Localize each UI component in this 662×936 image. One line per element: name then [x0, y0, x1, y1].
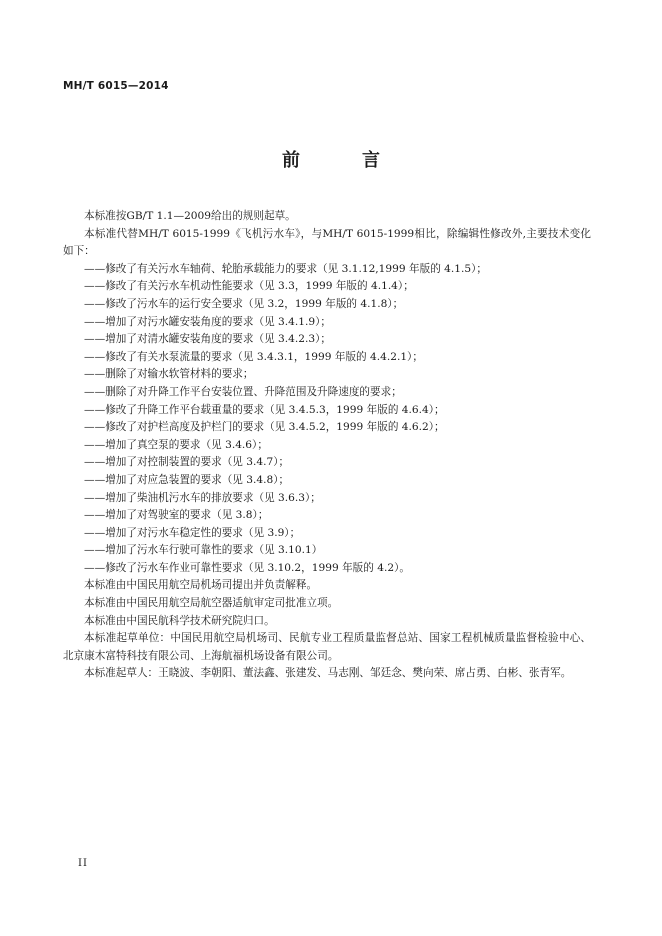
- list-item: ——修改了有关水泵流量的要求（见 3.4.3.1，1999 年版的 4.4.2.1）；: [84, 350, 423, 363]
- list-item: ——增加了柴油机污水车的排放要求（见 3.6.3）；: [84, 491, 321, 504]
- list-item: ——增加了真空泵的要求（见 3.4.6）；: [84, 438, 268, 451]
- list-item: ——增加了对控制装置的要求（见 3.4.7）；: [84, 456, 290, 469]
- list-item: ——增加了对污水车稳定性的要求（见 3.9）；: [84, 526, 301, 539]
- paragraph-drafting-rules: 本标准按GB/T 1.1—2009给出的规则起草。: [84, 210, 296, 222]
- page-number: II: [78, 858, 88, 869]
- list-item: ——删除了对输水软管材料的要求；: [84, 368, 254, 381]
- list-item: ——增加了对清水罐安装角度的要求（见 3.4.2.3）；: [84, 333, 332, 346]
- list-item: ——修改了污水车的运行安全要求（见 3.2，1999 年版的 4.1.8）；: [84, 297, 404, 310]
- paragraph-drafters: 本标准起草人：王晓波、李朝阳、董法鑫、张建发、马志刚、邹廷念、樊向荣、席占勇、白彬、张青军。: [84, 667, 572, 680]
- list-item: ——增加了污水车行驶可靠性的要求（见 3.10.1）: [84, 544, 323, 557]
- paragraph-replacement: 本标准代替MH/T 6015-1999《飞机污水车》，与MH/T 6015-1999相比，除编辑性修改外,主要技术变化如下：: [63, 227, 591, 258]
- list-item: ——修改了对护栏高度及护栏门的要求（见 3.4.5.2，1999 年版的 4.6.2）；: [84, 421, 445, 434]
- standard-code: MH/T 6015—2014: [63, 80, 169, 92]
- list-item: ——修改了有关污水车机动性能要求（见 3.3，1999 年版的 4.1.4）；: [84, 280, 414, 293]
- paragraph-approver: 本标准由中国民用航空局航空器适航审定司批准立项。: [84, 597, 339, 610]
- paragraph-proposer: 本标准由中国民用航空局机场司提出并负责解释。: [84, 579, 318, 592]
- list-item: ——增加了对应急装置的要求（见 3.4.8）；: [84, 473, 290, 486]
- page-title: 前 言: [282, 150, 402, 171]
- list-item: ——删除了对升降工作平台安装位置、升降范围及升降速度的要求；: [84, 385, 402, 398]
- list-item: ——修改了污水车作业可靠性要求（见 3.10.2，1999 年版的 4.2）。: [84, 561, 410, 574]
- paragraph-drafting-units: 本标准起草单位：中国民用航空局机场司、民航专业工程质量监督总站、国家工程机械质量监督检验中心、北京康木富特科技有限公司、上海航福机场设备有限公司。: [63, 632, 591, 662]
- list-item: ——修改了有关污水车轴荷、轮胎承载能力的要求（见 3.1.12,1999 年版的 4.1.5）；: [84, 262, 487, 275]
- list-item: ——修改了升降工作平台载重量的要求（见 3.4.5.3，1999 年版的 4.6.4）；: [84, 403, 445, 416]
- changes-list: [63, 261, 591, 578]
- paragraph-custodian: 本标准由中国民航科学技术研究院归口。: [84, 614, 275, 627]
- foreword-body: [63, 208, 591, 683]
- list-item: ——增加了对污水罐安装角度的要求（见 3.4.1.9）；: [84, 315, 332, 328]
- list-item: ——增加了对驾驶室的要求（见 3.8）；: [84, 509, 269, 522]
